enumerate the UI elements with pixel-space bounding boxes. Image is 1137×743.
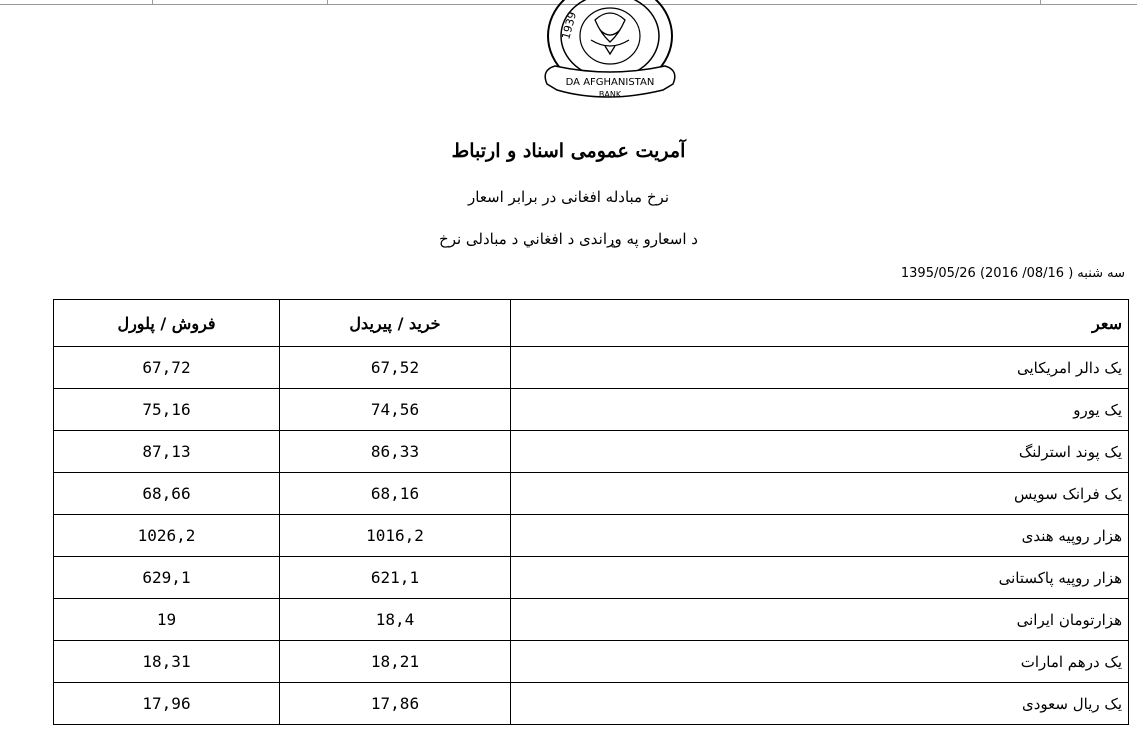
buy-rate-cell: 68,16 bbox=[280, 473, 511, 515]
buy-rate-cell: 17,86 bbox=[280, 683, 511, 725]
date-day: سه شنبه bbox=[1077, 266, 1125, 281]
svg-text:BANK: BANK bbox=[598, 90, 622, 99]
table-row bbox=[54, 557, 1129, 599]
table-row bbox=[54, 599, 1129, 641]
table-header-row bbox=[54, 300, 1129, 347]
table-row bbox=[54, 641, 1129, 683]
currency-name-cell: یک فرانک سویس bbox=[511, 473, 1129, 515]
table-row bbox=[54, 515, 1129, 557]
sell-rate-cell: 68,66 bbox=[54, 473, 280, 515]
sell-rate-cell: 629,1 bbox=[54, 557, 280, 599]
date-value: 1395/05/26 (2016 /08/16 ) bbox=[900, 266, 1074, 281]
bank-seal-logo bbox=[525, 0, 695, 108]
report-date bbox=[901, 266, 1125, 281]
currency-name-cell: یک پوند استرلنگ bbox=[511, 431, 1129, 473]
currency-name-cell: یک ریال سعودی bbox=[511, 683, 1129, 725]
buy-rate-cell: 621,1 bbox=[280, 557, 511, 599]
buy-rate-cell: 18,4 bbox=[280, 599, 511, 641]
buy-rate-cell: 18,21 bbox=[280, 641, 511, 683]
currency-name-cell: هزارتومان ایرانی bbox=[511, 599, 1129, 641]
subtitle-dari: نرخ مبادله افغانی در برابر اسعار bbox=[468, 188, 669, 206]
sell-rate-cell: 87,13 bbox=[54, 431, 280, 473]
currency-name-cell: یک دالر امریکایی bbox=[511, 347, 1129, 389]
currency-name-cell: یک یورو bbox=[511, 389, 1129, 431]
sell-rate-cell: 75,16 bbox=[54, 389, 280, 431]
table-row bbox=[54, 683, 1129, 725]
table-row bbox=[54, 431, 1129, 473]
buy-rate-cell: 67,52 bbox=[280, 347, 511, 389]
buy-rate-cell: 74,56 bbox=[280, 389, 511, 431]
subtitle-pashto: د اسعارو په وړاندی د افغاني د مبادلی نرخ bbox=[439, 230, 698, 248]
sell-rate-cell: 1026,2 bbox=[54, 515, 280, 557]
buy-rate-cell: 1016,2 bbox=[280, 515, 511, 557]
currency-name-cell: یک درهم امارات bbox=[511, 641, 1129, 683]
table-row bbox=[54, 347, 1129, 389]
col-header-sell: فروش / پلورل bbox=[54, 300, 280, 347]
svg-text:DA AFGHANISTAN: DA AFGHANISTAN bbox=[565, 77, 655, 88]
exchange-rate-table bbox=[53, 299, 1129, 725]
buy-rate-cell: 86,33 bbox=[280, 431, 511, 473]
currency-name-cell: هزار روپیه هندی bbox=[511, 515, 1129, 557]
svg-text:1939: 1939 bbox=[559, 10, 580, 41]
sell-rate-cell: 19 bbox=[54, 599, 280, 641]
sell-rate-cell: 17,96 bbox=[54, 683, 280, 725]
currency-name-cell: هزار روپیه پاکستانی bbox=[511, 557, 1129, 599]
document-title: آمریت عمومی اسناد و ارتباط bbox=[451, 140, 686, 162]
table-row bbox=[54, 389, 1129, 431]
sell-rate-cell: 18,31 bbox=[54, 641, 280, 683]
table-row bbox=[54, 473, 1129, 515]
sell-rate-cell: 67,72 bbox=[54, 347, 280, 389]
col-header-buy: خرید / پیریدل bbox=[280, 300, 511, 347]
col-header-currency: سعر bbox=[511, 300, 1129, 347]
